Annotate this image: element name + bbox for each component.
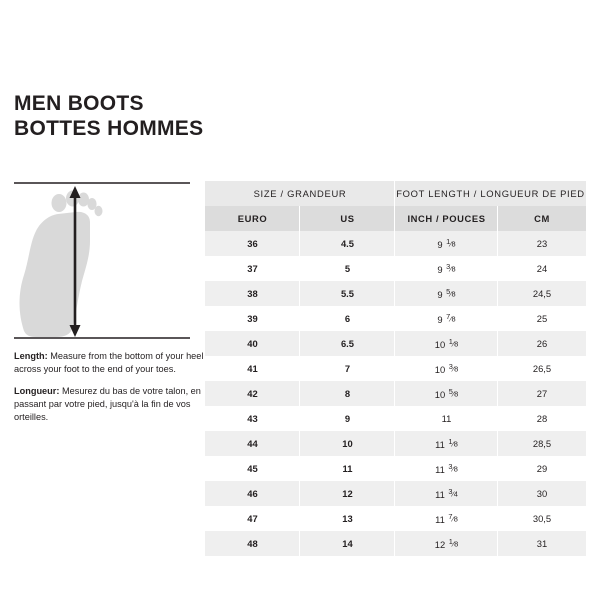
cell-us: 4.5 (300, 231, 395, 256)
table-row (205, 231, 586, 256)
cell-cm: 23 (498, 231, 586, 256)
cell-us: 14 (300, 531, 395, 556)
cell-cm: 29 (498, 456, 586, 481)
cell-cm: 24,5 (498, 281, 586, 306)
cell-euro: 45 (205, 456, 300, 481)
cell-euro: 36 (205, 231, 300, 256)
cell-inch: 10 $^3$⁄8 (395, 356, 498, 381)
cell-us: 11 (300, 456, 395, 481)
table-row (205, 481, 586, 506)
cell-cm: 28,5 (498, 431, 586, 456)
table-column-header-row (205, 206, 586, 231)
cell-us: 6.5 (300, 331, 395, 356)
cell-cm: 31 (498, 531, 586, 556)
cell-inch: 11 $^3$⁄8 (395, 456, 498, 481)
cell-euro: 41 (205, 356, 300, 381)
column-header-us: US (300, 206, 395, 231)
cell-us: 8 (300, 381, 395, 406)
cell-inch: 12 $^1$⁄8 (395, 531, 498, 556)
cell-us: 7 (300, 356, 395, 381)
note-length-fr-text: Mesurez du bas de votre talon, en passant par votre pied, jusqu'à la fin de vos orteilles. (14, 386, 201, 423)
cell-inch: 9 $^5$⁄8 (395, 281, 498, 306)
cell-inch: 9 $^3$⁄8 (395, 256, 498, 281)
cell-us: 13 (300, 506, 395, 531)
table-row (205, 281, 586, 306)
column-header-euro: EURO (205, 206, 300, 231)
group-header-foot-length: FOOT LENGTH / LONGUEUR DE PIED (395, 181, 586, 206)
note-length-fr-label: Longueur: (14, 386, 60, 396)
cell-euro: 40 (205, 331, 300, 356)
page-title (14, 92, 203, 142)
cell-us: 5.5 (300, 281, 395, 306)
note-length-en-text: Measure from the bottom of your heel across your foot to the end of your toes. (14, 351, 204, 375)
table-group-header-row (205, 181, 586, 206)
cell-euro: 48 (205, 531, 300, 556)
table-row (205, 506, 586, 531)
cell-cm: 27 (498, 381, 586, 406)
cell-inch: 11 $^3$⁄4 (395, 481, 498, 506)
note-length-en-label: Length: (14, 351, 48, 361)
foot-illustration (14, 181, 190, 341)
table-row (205, 331, 586, 356)
size-table (205, 181, 586, 556)
cell-cm: 30,5 (498, 506, 586, 531)
table-row (205, 431, 586, 456)
cell-cm: 28 (498, 406, 586, 431)
cell-euro: 46 (205, 481, 300, 506)
table-row (205, 406, 586, 431)
column-header-cm: CM (498, 206, 586, 231)
cell-euro: 39 (205, 306, 300, 331)
title-en: MEN BOOTS (14, 92, 144, 115)
cell-euro: 44 (205, 431, 300, 456)
cell-inch: 10 $^5$⁄8 (395, 381, 498, 406)
size-table-wrapper (205, 181, 586, 556)
cell-euro: 37 (205, 256, 300, 281)
table-row (205, 531, 586, 556)
cell-cm: 25 (498, 306, 586, 331)
group-header-size: SIZE / GRANDEUR (205, 181, 395, 206)
column-header-inch: INCH / POUCES (395, 206, 498, 231)
note-length-en (14, 350, 208, 376)
table-row (205, 456, 586, 481)
table-row (205, 256, 586, 281)
cell-us: 6 (300, 306, 395, 331)
cell-inch: 9 $^7$⁄8 (395, 306, 498, 331)
cell-euro: 42 (205, 381, 300, 406)
cell-us: 10 (300, 431, 395, 456)
title-fr: BOTTES HOMMES (14, 116, 204, 140)
cell-euro: 47 (205, 506, 300, 531)
cell-inch: 10 $^1$⁄8 (395, 331, 498, 356)
cell-cm: 24 (498, 256, 586, 281)
cell-cm: 26 (498, 331, 586, 356)
table-row (205, 381, 586, 406)
cell-us: 9 (300, 406, 395, 431)
table-row (205, 356, 586, 381)
table-row (205, 306, 586, 331)
cell-euro: 38 (205, 281, 300, 306)
cell-inch: 11 $^7$⁄8 (395, 506, 498, 531)
cell-inch: 11 (395, 406, 498, 431)
cell-euro: 43 (205, 406, 300, 431)
cell-inch: 11 $^1$⁄8 (395, 431, 498, 456)
cell-us: 12 (300, 481, 395, 506)
cell-us: 5 (300, 256, 395, 281)
cell-cm: 30 (498, 481, 586, 506)
cell-inch: 9 $^1$⁄8 (395, 231, 498, 256)
cell-cm: 26,5 (498, 356, 586, 381)
note-length-fr (14, 385, 208, 424)
